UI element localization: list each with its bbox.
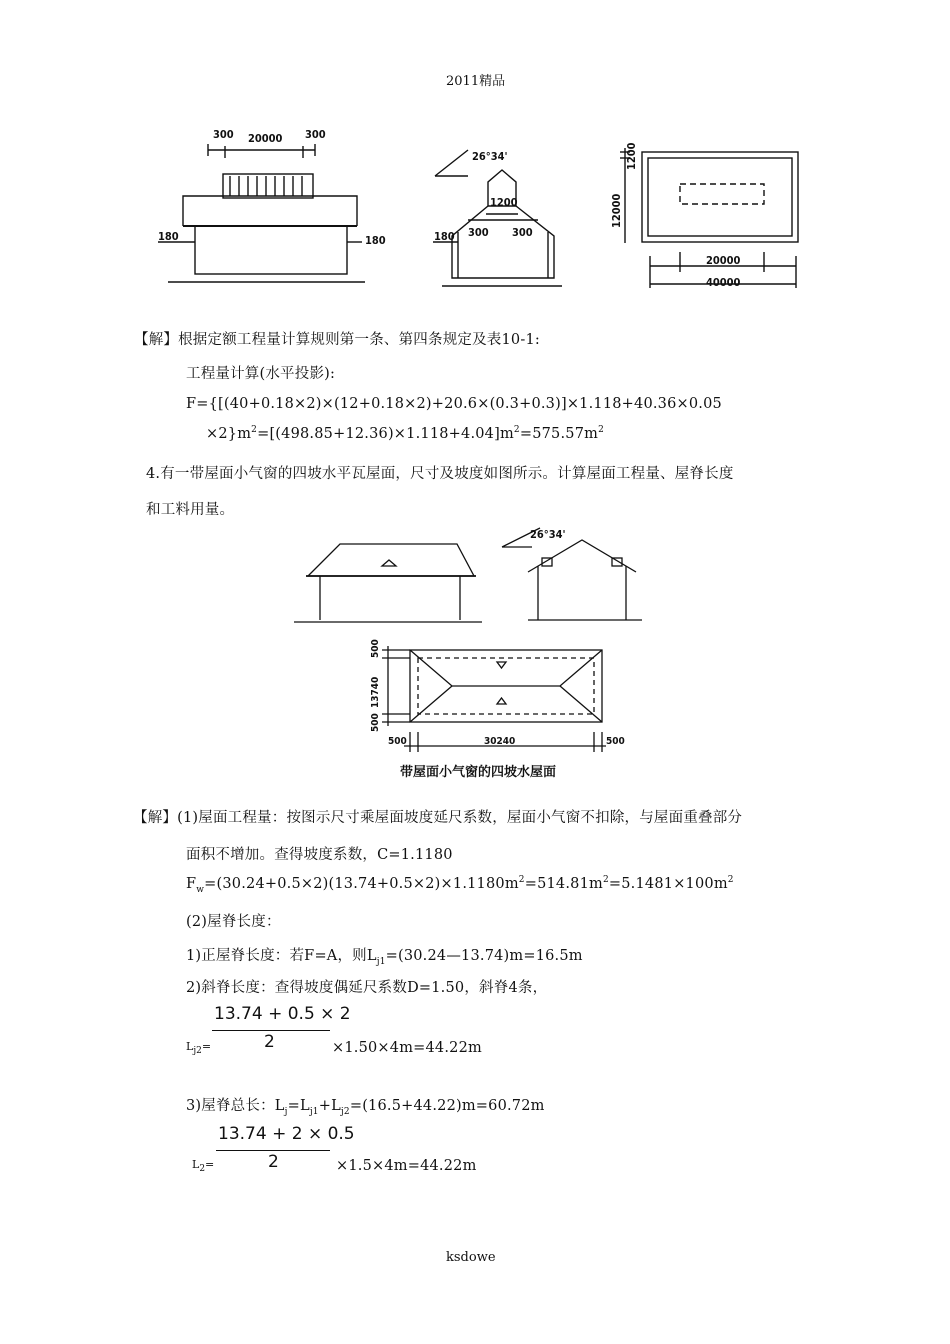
solution2-line7: 3)屋脊总长：$L_j=L_{j1}+L_{j2}=(16.5+44.22)m=60.72m$ xyxy=(186,1098,545,1117)
fraction-bar xyxy=(212,1030,330,1031)
fig1-dim: 20000 xyxy=(248,132,283,145)
fig2-dim: 500 xyxy=(370,639,381,658)
solution2-line3: $F_w=(30.24+0.5\times 2)(13.74+0.5\times 2)\times 1.1180m^2=514.81m^2=5.1481\times 100m^2$ xyxy=(186,875,734,895)
fig1-dim: 300 xyxy=(512,226,533,239)
figure-2-hip-roof xyxy=(292,522,664,784)
solution1-line2: 工程量计算(水平投影): xyxy=(186,366,336,382)
fig1-dim: 300 xyxy=(468,226,489,239)
solution2-line5: 1)正屋脊长度：若F=A，则$L_{j1}=(30.24—13.74)m=16.5m$ xyxy=(186,948,583,967)
fraction-bar xyxy=(216,1150,330,1151)
fig1-dim: 12000 xyxy=(610,193,623,228)
fig2-dim: 30240 xyxy=(484,736,516,747)
solution1-line1: 【解】根据定额工程量计算规则第一条、第四条规定及表10-1: xyxy=(134,332,540,348)
solution2-line4: (2)屋脊长度： xyxy=(186,914,281,930)
fig2-dim: 500 xyxy=(370,713,381,732)
fig1-dim: 20000 xyxy=(706,254,741,267)
page-footer: ksdowe xyxy=(446,1250,496,1265)
fig2-dim: 13740 xyxy=(370,676,381,708)
solution2-line1: 【解】(1)屋面工程量：按图示尺寸乘屋面坡度延尺系数，屋面小气窗不扣除，与屋面重叠部分 xyxy=(133,810,743,826)
fig1-dim: 300 xyxy=(305,128,326,141)
fig1-dim: 180 xyxy=(158,230,179,243)
fig1-dim: 40000 xyxy=(706,276,741,289)
figure-1-roof-drawings xyxy=(150,118,810,306)
page-header: 2011精品 xyxy=(446,74,506,89)
solution1-line4: $\times 2\}m^2=[(498.85+12.36)\times 1.118+4.04]m^2=575.57m^2$ xyxy=(206,425,605,442)
fig1-dim: 300 xyxy=(213,128,234,141)
fig1-dim: 26°34' xyxy=(472,150,508,163)
fig1-dim: 180 xyxy=(365,234,386,247)
fraction-numerator: 13.74 + 2 × 0.5 xyxy=(218,1124,355,1144)
fraction-denominator: 2 xyxy=(268,1152,279,1172)
fig1-dim: 1200 xyxy=(490,196,518,209)
problem4-line2: 和工料用量。 xyxy=(146,502,235,518)
fig2-dim: 500 xyxy=(388,736,407,747)
problem4-line1: 4.有一带屋面小气窗的四坡水平瓦屋面，尺寸及坡度如图所示。计算屋面工程量、屋脊长度 xyxy=(146,466,734,482)
solution2-line6: 2)斜脊长度：查得坡度偶延尺系数D=1.50，斜脊4条， xyxy=(186,980,548,996)
fig1-dim: 1200 xyxy=(625,142,638,170)
solution1-line3: F={[(40+0.18×2)×(12+0.18×2)+20.6×(0.3+0.3)]×1.118+40.36×0.05 xyxy=(186,396,722,412)
fig2-caption: 带屋面小气窗的四坡水屋面 xyxy=(400,765,557,780)
fig2-angle: 26°34' xyxy=(530,528,566,541)
fig2-dim: 500 xyxy=(606,736,625,747)
fraction-numerator: 13.74 + 0.5 × 2 xyxy=(214,1004,351,1024)
solution2-line2: 面积不增加。查得坡度系数，C=1.1180 xyxy=(186,847,453,863)
fraction-denominator: 2 xyxy=(264,1032,275,1052)
fig1-dim: 180 xyxy=(434,230,455,243)
